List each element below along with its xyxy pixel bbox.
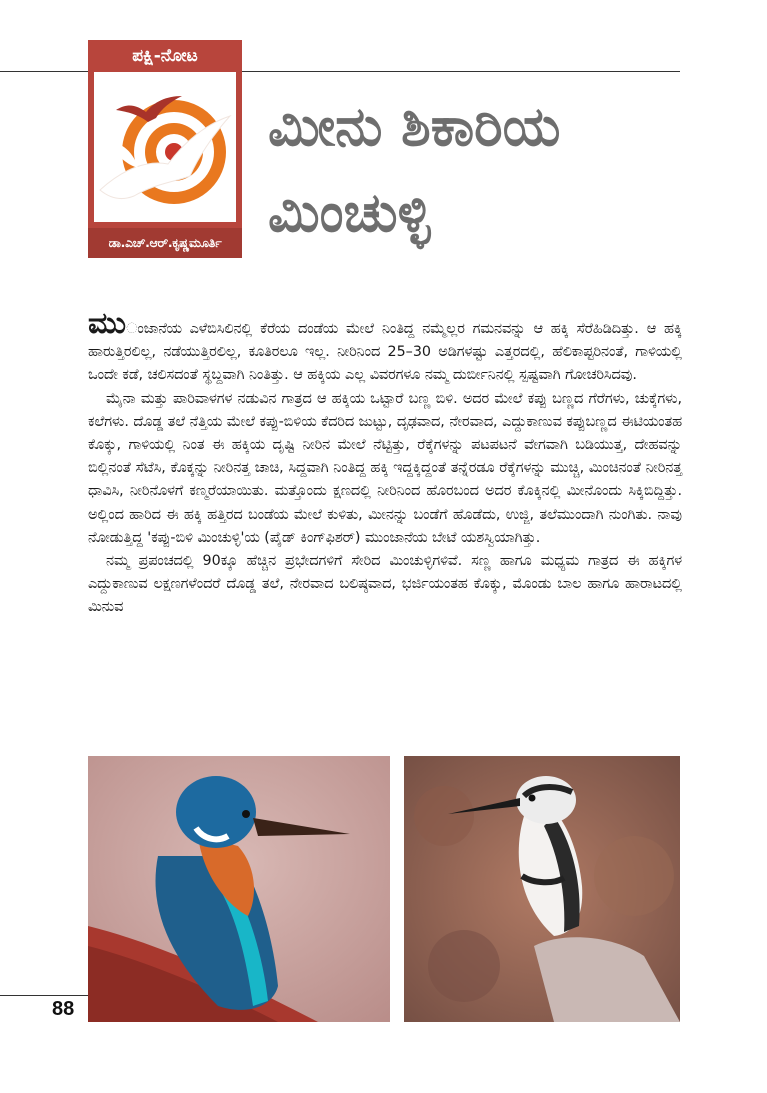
- bird-target-emblem: [94, 72, 236, 222]
- column-label: ಪಕ್ಷಿ-ನೋಟ: [132, 46, 198, 66]
- author-name: ಡಾ.ಎಚ್.ಆರ್.ಕೃಷ್ಣಮೂರ್ತಿ: [88, 228, 242, 258]
- column-badge: [88, 40, 242, 258]
- paragraph-3: ನಮ್ಮ ಪ್ರಪಂಚದಲ್ಲಿ 90ಕ್ಕೂ ಹೆಚ್ಚಿನ ಪ್ರಭೇದಗಳಿಗೆ ಸೇರಿದ ಮಿಂಚುಳ್ಳಿಗಳಿವೆ. ಸಣ್ಣ ಹಾಗೂ ಮಧ್ಯಮ ಗಾತ್ರದ ಈ ಹಕ್ಕಿಗಳ ಎದ್ದುಕಾಣುವ ಲಕ್ಷಣಗಳೆಂದರೆ ದೊಡ್ಡ ತಲೆ, ನೇರವಾದ ಬಲಿಷ್ಠವಾದ, ಭರ್ಜಿಯಂತಹ ಕೊಕ್ಕು, ಮೊಂಡು ಬಾಲ ಹಾಗೂ ಹಾರಾಟದಲ್ಲಿ ಮಿನುವ: [88, 553, 682, 616]
- paragraph-2: ಮೈನಾ ಮತ್ತು ಪಾರಿವಾಳಗಳ ನಡುವಿನ ಗಾತ್ರದ ಆ ಹಕ್ಕಿಯ ಒಟ್ಟಾರೆ ಬಣ್ಣ ಬಿಳಿ. ಅದರ ಮೇಲೆ ಕಪ್ಪು ಬಣ್ಣದ ಗೆರೆಗಳು, ಚುಕ್ಕೆಗಳು, ಕಲೆಗಳು. ದೊಡ್ಡ ತಲೆ ನೆತ್ತಿಯ ಮೇಲೆ ಕಪ್ಪು-ಬಿಳಿಯ ಕೆದರಿದ ಜುಟ್ಟು, ದೃಢವಾದ, ನೇರವಾದ, ಎದ್ದುಕಾಣುವ ಕಪ್ಪುಬಣ್ಣದ ಈಟಿಯಂತಹ ಕೊಕ್ಕು, ಗಾಳಿಯಲ್ಲಿ ನಿಂತ ಈ ಹಕ್ಕಿಯ ದೃಷ್ಟಿ ನೀರಿನ ಮೇಲೆ ನೆಟ್ಟಿತ್ತು, ರೆಕ್ಕೆಗಳನ್ನು ಪಟಪಟನೆ ವೇಗವಾಗಿ ಬಡಿಯುತ್ತ, ದೇಹವನ್ನು ಬಿಲ್ಲಿನಂತೆ ಸೆಟೆಸಿ, ಕೊಕ್ಕನ್ನು ನೀರಿನತ್ತ ಚಾಚಿ, ಸಿದ್ದವಾಗಿ ನಿಂತಿದ್ದ ಹಕ್ಕಿ ಇದ್ದಕ್ಕಿದ್ದಂತೆ ತನ್ನೆರಡೂ ರೆಕ್ಕೆಗಳನ್ನು ಮುಚ್ಚಿ, ಮಿಂಚಿನಂತೆ ನೀರಿನತ್ತ ಧಾವಿಸಿ, ನೀರಿನೊಳಗೆ ಕಣ್ಮರೆಯಾಯಿತು. ಮತ್ತೊಂದು ಕ್ಷಣದಲ್ಲಿ ನೀರಿನಿಂದ ಹೊರಬಂದ ಅದರ ಕೊಕ್ಕಿನಲ್ಲಿ ಮೀನೊಂದು ಸಿಕ್ಕಿಬಿದ್ದಿತ್ತು. ಅಲ್ಲಿಂದ ಹಾರಿದ ಈ ಹಕ್ಕಿ ಹತ್ತಿರದ ಬಂಡೆಯ ಮೇಲೆ ಕುಳಿತು, ಮೀನನ್ನು ಬಂಡೆಗೆ ಹೊಡೆದು, ಉಜ್ಜಿ, ತಲೆಮುಂದಾಗಿ ನುಂಗಿತು. ನಾವು ನೋಡುತ್ತಿದ್ದ 'ಕಪ್ಪು-ಬಿಳಿ ಮಿಂಚುಳ್ಳಿ'ಯ (ಪೈಡ್ ಕಿಂಗ್‌ಫಿಶರ್) ಮುಂಜಾನೆಯ ಬೇಟೆ ಯಶಸ್ವಿಯಾಗಿತ್ತು.: [88, 390, 682, 546]
- article-body: [88, 306, 682, 620]
- title-line-1: ಮೀನು ಶಿಕಾರಿಯ: [268, 95, 561, 158]
- kingfisher-photo-blue: [88, 756, 390, 1022]
- drop-cap: ಮು: [88, 306, 127, 341]
- title-line-2: ಮಿಂಚುಳ್ಳಿ: [268, 181, 431, 244]
- bottom-rule: [0, 995, 88, 996]
- page-number: 88: [52, 998, 75, 1020]
- paragraph-1: [88, 306, 682, 388]
- article-title: [268, 84, 688, 256]
- kingfisher-photo-pied: [404, 756, 680, 1022]
- paragraph-1-text: ಂಜಾನೆಯ ಎಳೆಬಿಸಿಲಿನಲ್ಲಿ ಕೆರೆಯ ದಂಡೆಯ ಮೇಲೆ ನಿಂತಿದ್ದ ನಮ್ಮೆಲ್ಲರ ಗಮನವನ್ನು ಆ ಹಕ್ಕಿ ಸೆರೆಹಿಡಿದಿತ್ತು. ಆ ಹಕ್ಕಿ ಹಾರುತ್ತಿರಲಿಲ್ಲ, ನಡೆಯುತ್ತಿರಲಿಲ್ಲ, ಕೂತಿರಲೂ ಇಲ್ಲ. ನೀರಿನಿಂದ 25–30 ಅಡಿಗಳಷ್ಟು ಎತ್ತರದಲ್ಲಿ, ಹೆಲಿಕಾಪ್ಟರಿನಂತೆ, ಗಾಳಿಯಲ್ಲಿ ಒಂದೇ ಕಡೆ, ಚಲಿಸದಂತೆ ಸ್ಥಬ್ದವಾಗಿ ನಿಂತಿತ್ತು. ಆ ಹಕ್ಕಿಯ ಎಲ್ಲ ವಿವರಗಳೂ ನಮ್ಮ ದುರ್ಬೀನಿನಲ್ಲಿ ಸ್ಪಷ್ಟವಾಗಿ ಗೋಚರಿಸಿದವು.: [88, 321, 682, 384]
